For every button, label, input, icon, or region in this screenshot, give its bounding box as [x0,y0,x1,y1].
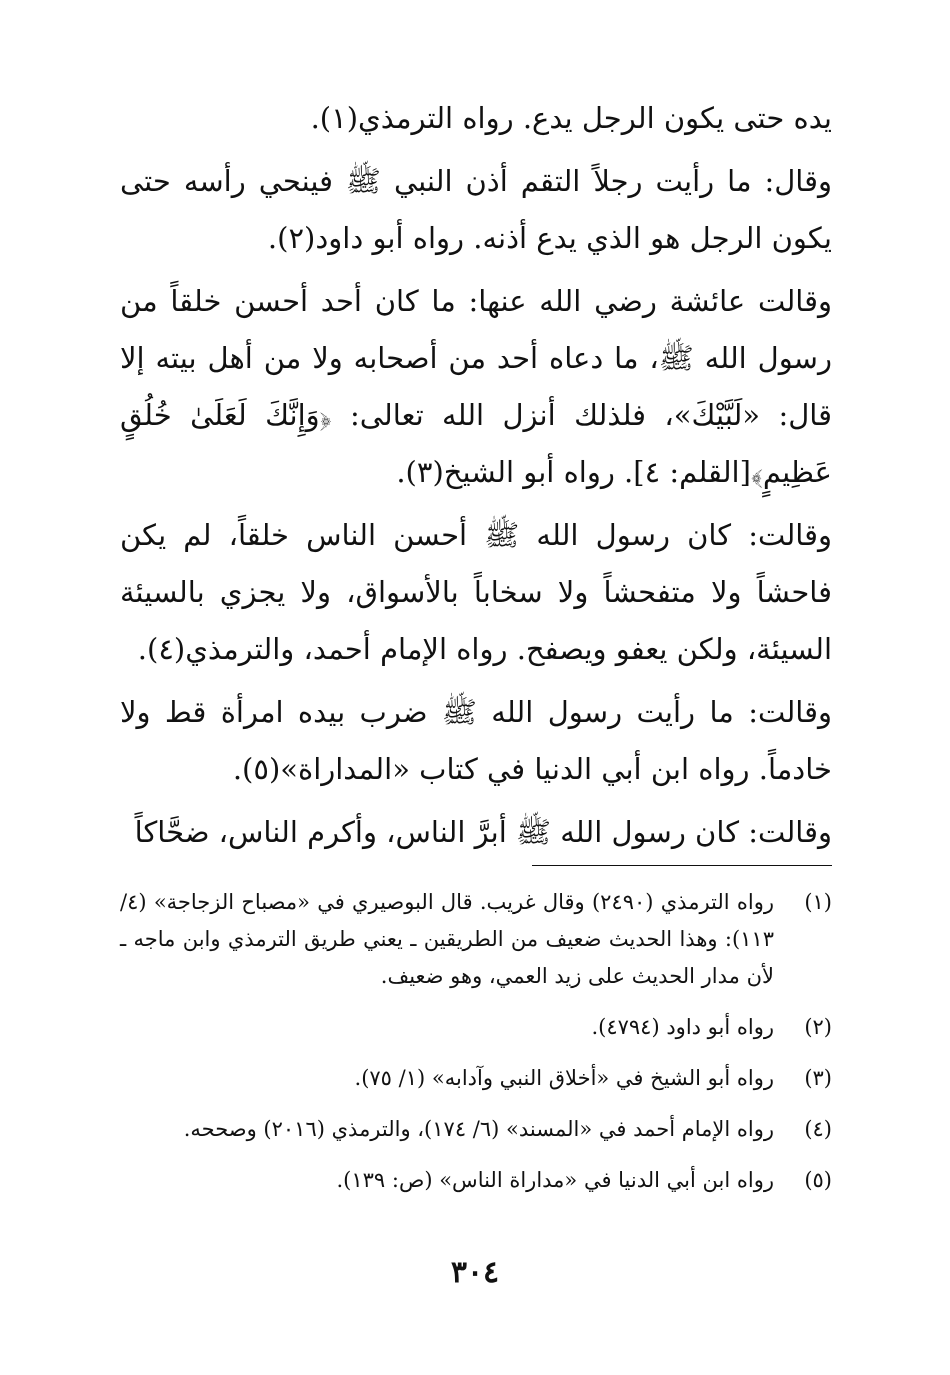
footnote-2 [120,1009,832,1046]
paragraph-6: وقالت: كان رسول الله ﷺ أبرَّ الناس، وأكرم الناس، ضحَّاكاً [134,815,832,849]
footnotes [120,884,832,1213]
footnote-3 [120,1060,832,1097]
footnote-text: رواه أبو الشيخ في «أخلاق النبي وآدابه» (١/ ٧٥). [354,1066,774,1090]
footnote-number: (٢) [804,1015,832,1039]
footnote-text: رواه ابن أبي الدنيا في «مداراة الناس» (ص: ١٣٩). [336,1168,774,1192]
page-number: ٣٠٤ [450,1255,500,1290]
footnote-separator [532,865,832,866]
footnote-number: (٤) [804,1117,832,1141]
paragraph-1: يده حتى يكون الرجل يدع. رواه الترمذي(١). [310,101,832,135]
footnote-4 [120,1111,832,1148]
main-text [120,90,832,867]
footnote-number: (٣) [804,1066,832,1090]
paragraph-4: وقالت: كان رسول الله ﷺ أحسن الناس خلقاً، لم يكن فاحشاً ولا متفحشاً ولا سخاباً بالأسواق، ولا يجزي بالسيئة السيئة، ولكن يعفو ويصفح. رواه الإمام أحمد، والترمذي(٤). [120,518,832,666]
paragraph-3: وقالت عائشة رضي الله عنها: ما كان أحد أحسن خلقاً من رسول الله ﷺ، ما دعاه أحد من أصحابه ولا من أهل بيته إلا قال: «لَبَّيْكَ»، فلذلك أنزل الله تعالى: ﴿وَإِنَّكَ لَعَلَىٰ خُلُقٍ عَظِيمٍ﴾[القلم: ٤]. رواه أبو الشيخ(٣). [120,284,832,489]
footnote-text: رواه الترمذي (٢٤٩٠) وقال غريب. قال البوصيري في «مصباح الزجاجة» (٤/ ١١٣): وهذا الحديث ضعيف من الطريقين ـ يعني طريق الترمذي وابن ماجه ـ لأن مدار الحديث على زيد العمي، وهو ضعيف. [120,890,774,988]
footnote-1 [120,884,832,995]
footnote-number: (٥) [804,1168,832,1192]
paragraph-2: وقال: ما رأيت رجلاً التقم أذن النبي ﷺ فينحي رأسه حتى يكون الرجل هو الذي يدع أذنه. رواه أبو داود(٢). [120,164,832,255]
footnote-number: (١) [804,890,832,914]
footnote-text: رواه الإمام أحمد في «المسند» (٦/ ١٧٤)، والترمذي (٢٠١٦) وصححه. [183,1117,774,1141]
footnote-5 [120,1162,832,1199]
footnote-text: رواه أبو داود (٤٧٩٤). [591,1015,774,1039]
paragraph-5: وقالت: ما رأيت رسول الله ﷺ ضرب بيده امرأة قط ولا خادماً. رواه ابن أبي الدنيا في كتاب «المداراة»(٥). [120,695,832,786]
